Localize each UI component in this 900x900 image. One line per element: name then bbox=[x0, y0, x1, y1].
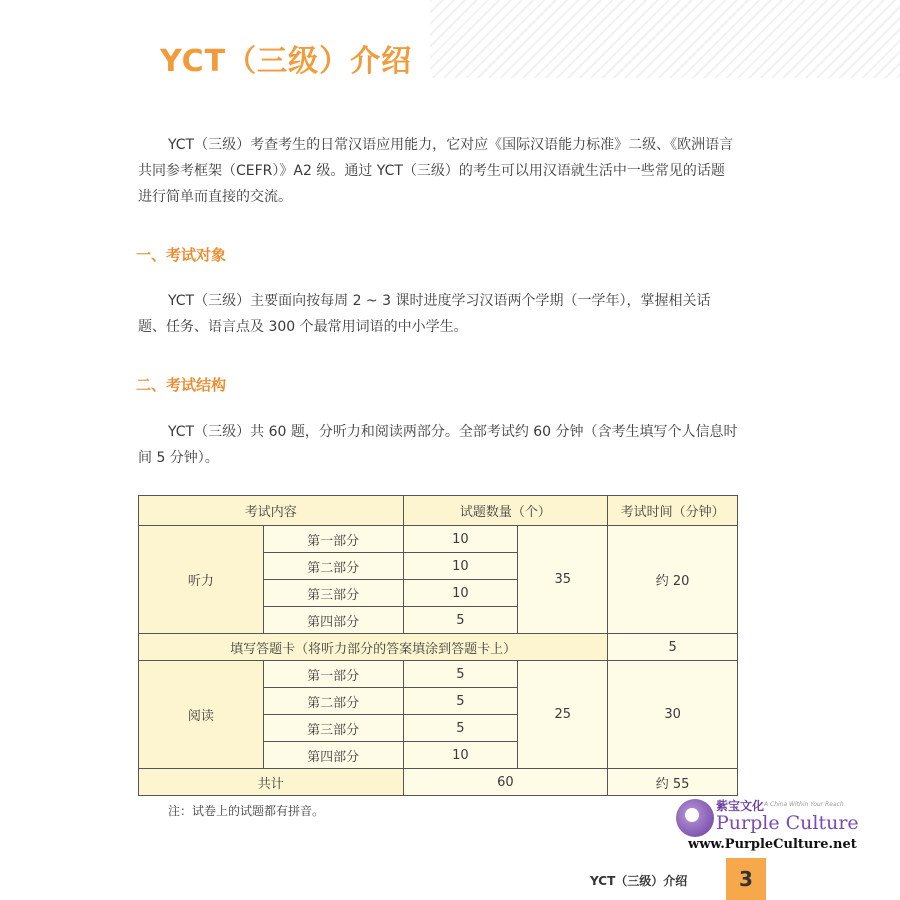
part-name: 第二部分 bbox=[263, 553, 403, 580]
total-label: 共计 bbox=[139, 769, 404, 796]
part-name: 第二部分 bbox=[263, 688, 403, 715]
footer-title: YCT（三级）介绍 bbox=[590, 874, 688, 888]
table-total-row bbox=[139, 769, 738, 796]
exam-structure-paragraph: YCT（三级）共 60 题，分听力和阅读两部分。全部考试约 60 分钟（含考生填写个人信息时间 5 分钟）。 bbox=[138, 424, 738, 466]
section-title-exam-target: 一、考试对象 bbox=[136, 246, 227, 264]
part-count: 5 bbox=[403, 607, 518, 634]
exam-structure-table bbox=[138, 495, 738, 796]
reading-total: 25 bbox=[518, 661, 608, 769]
listening-label: 听力 bbox=[139, 526, 264, 634]
reading-time: 30 bbox=[608, 661, 738, 769]
purple-culture-logo-icon bbox=[676, 799, 714, 837]
total-count: 60 bbox=[403, 769, 608, 796]
part-name: 第一部分 bbox=[263, 526, 403, 553]
total-time: 约 55 bbox=[608, 769, 738, 796]
pinyin-note: 注：试卷上的试题都有拼音。 bbox=[168, 804, 325, 818]
purple-culture-watermark bbox=[676, 795, 866, 855]
page-title: YCT（三级）介绍 bbox=[160, 44, 413, 79]
header-hatch-decoration bbox=[430, 0, 900, 78]
watermark-url: www.PurpleCulture.net bbox=[688, 837, 857, 852]
exam-target-paragraph: YCT（三级）主要面向按每周 2 ~ 3 课时进度学习汉语两个学期（一学年），掌握相关话题、任务、语言点及 300 个最常用词语的中小学生。 bbox=[138, 293, 711, 335]
watermark-name: Purple Culture bbox=[716, 812, 859, 834]
watermark-chinese: 紫宝文化 bbox=[716, 799, 765, 813]
part-count: 5 bbox=[403, 715, 518, 742]
part-count: 10 bbox=[403, 553, 518, 580]
answer-sheet-time: 5 bbox=[608, 634, 738, 661]
part-count: 5 bbox=[403, 688, 518, 715]
header-count: 试题数量（个） bbox=[403, 496, 608, 526]
listening-total: 35 bbox=[518, 526, 608, 634]
part-count: 10 bbox=[403, 580, 518, 607]
part-count: 5 bbox=[403, 661, 518, 688]
table-row bbox=[139, 634, 738, 661]
header-time: 考试时间（分钟） bbox=[608, 496, 738, 526]
part-name: 第四部分 bbox=[263, 742, 403, 769]
listening-time: 约 20 bbox=[608, 526, 738, 634]
answer-sheet-label: 填写答题卡（将听力部分的答案填涂到答题卡上） bbox=[139, 634, 608, 661]
part-count: 10 bbox=[403, 526, 518, 553]
table-header-row bbox=[139, 496, 738, 526]
part-name: 第三部分 bbox=[263, 580, 403, 607]
intro-paragraph: YCT（三级）考查考生的日常汉语应用能力，它对应《国际汉语能力标准》二级、《欧洲语言共同参考框架（CEFR）》A2 级。通过 YCT（三级）的考生可以用汉语就生活中一些常见的话题进行简单而直接的交流。 bbox=[138, 137, 734, 205]
table-row bbox=[139, 661, 738, 688]
reading-label: 阅读 bbox=[139, 661, 264, 769]
watermark-tagline: A China Within Your Reach bbox=[764, 801, 844, 808]
header-content: 考试内容 bbox=[139, 496, 404, 526]
part-name: 第三部分 bbox=[263, 715, 403, 742]
page-number: 3 bbox=[726, 858, 766, 900]
table-row bbox=[139, 526, 738, 553]
part-count: 10 bbox=[403, 742, 518, 769]
part-name: 第四部分 bbox=[263, 607, 403, 634]
section-title-exam-structure: 二、考试结构 bbox=[136, 376, 227, 394]
part-name: 第一部分 bbox=[263, 661, 403, 688]
